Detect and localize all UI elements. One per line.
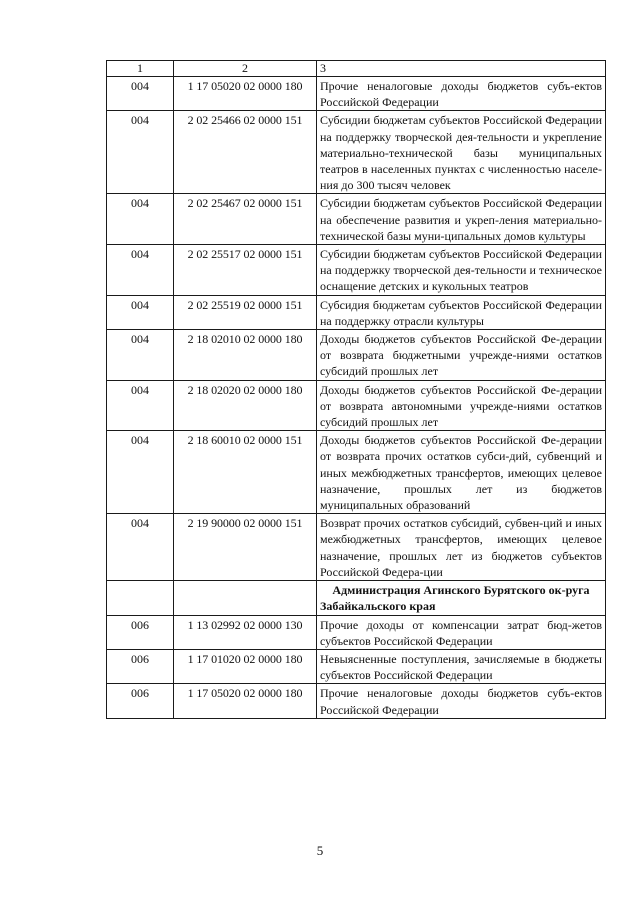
admin-code-cell: 004 (107, 295, 174, 329)
table-row (107, 649, 606, 683)
table-row (107, 514, 606, 581)
table-row (107, 431, 606, 514)
income-code-cell (174, 581, 317, 615)
admin-code-cell (107, 581, 174, 615)
admin-code-cell: 004 (107, 194, 174, 245)
income-code-cell: 1 17 05020 02 0000 180 (174, 684, 317, 718)
income-name-cell: Субсидия бюджетам субъектов Российской Федерации на поддержку отрасли культуры (317, 295, 606, 329)
admin-code-cell: 004 (107, 111, 174, 194)
income-code-cell: 2 19 90000 02 0000 151 (174, 514, 317, 581)
income-name-cell: Доходы бюджетов субъектов Российской Фе-дерации от возврата автономными учрежде-ниями остатков субсидий прошлых лет (317, 380, 606, 431)
income-code-cell: 2 02 25517 02 0000 151 (174, 245, 317, 296)
income-name-cell: Доходы бюджетов субъектов Российской Фе-дерации от возврата прочих остатков субси-дий, субвенций и иных межбюджетных трансфертов, имеющих целевое назначение, прошлых лет из бюджетов муниципальных образований (317, 431, 606, 514)
admin-code-cell: 004 (107, 245, 174, 296)
income-name-cell: Возврат прочих остатков субсидий, субвен-ций и иных межбюджетных трансфертов, имеющих целевое назначение, прошлых лет из бюджетов субъектов Российской Федера-ции (317, 514, 606, 581)
income-codes-table (106, 60, 606, 719)
income-code-cell: 1 13 02992 02 0000 130 (174, 615, 317, 649)
income-code-cell: 2 18 02020 02 0000 180 (174, 380, 317, 431)
income-name-cell: Субсидии бюджетам субъектов Российской Федерации на поддержку творческой дея-тельности и укрепление материально-технической базы муниципальных театров в населенных пунктах с численностью населе-ния до 300 тысяч человек (317, 111, 606, 194)
table-row (107, 684, 606, 718)
admin-code-cell: 004 (107, 330, 174, 381)
table-row (107, 194, 606, 245)
admin-code-cell: 004 (107, 380, 174, 431)
section-heading: Администрация Агинского Бурятского ок-руга Забайкальского края (317, 581, 606, 615)
income-code-cell: 1 17 01020 02 0000 180 (174, 649, 317, 683)
table-row (107, 245, 606, 296)
table-row (107, 615, 606, 649)
income-name-cell: Прочие доходы от компенсации затрат бюд-жетов субъектов Российской Федерации (317, 615, 606, 649)
header-col-1: 1 (107, 61, 174, 77)
income-code-cell: 2 18 60010 02 0000 151 (174, 431, 317, 514)
income-name-cell: Прочие неналоговые доходы бюджетов субъ-ектов Российской Федерации (317, 684, 606, 718)
admin-code-cell: 004 (107, 77, 174, 111)
income-name-cell: Невыясненные поступления, зачисляемые в бюджеты субъектов Российской Федерации (317, 649, 606, 683)
table-row (107, 77, 606, 111)
table-row (107, 295, 606, 329)
admin-code-cell: 004 (107, 431, 174, 514)
income-name-cell: Субсидии бюджетам субъектов Российской Федерации на обеспечение развития и укреп-ления материально-технической базы муни-ципальных домов культуры (317, 194, 606, 245)
income-name-cell: Прочие неналоговые доходы бюджетов субъ-ектов Российской Федерации (317, 77, 606, 111)
admin-code-cell: 004 (107, 514, 174, 581)
income-name-cell: Субсидии бюджетам субъектов Российской Федерации на поддержку творческой дея-тельности и техническое оснащение детских и кукольных театров (317, 245, 606, 296)
header-col-3: 3 (317, 61, 606, 77)
table-row (107, 330, 606, 381)
income-code-cell: 2 02 25466 02 0000 151 (174, 111, 317, 194)
income-code-cell: 2 02 25519 02 0000 151 (174, 295, 317, 329)
table-header-row (107, 61, 606, 77)
table-row (107, 380, 606, 431)
admin-code-cell: 006 (107, 615, 174, 649)
income-code-cell: 2 18 02010 02 0000 180 (174, 330, 317, 381)
header-col-2: 2 (174, 61, 317, 77)
income-code-cell: 2 02 25467 02 0000 151 (174, 194, 317, 245)
section-heading-row (107, 581, 606, 615)
income-code-cell: 1 17 05020 02 0000 180 (174, 77, 317, 111)
page-number: 5 (316, 843, 324, 858)
admin-code-cell: 006 (107, 649, 174, 683)
table-row (107, 111, 606, 194)
admin-code-cell: 006 (107, 684, 174, 718)
table-body (107, 61, 606, 719)
income-name-cell: Доходы бюджетов субъектов Российской Фе-дерации от возврата бюджетными учрежде-ниями остатков субсидий прошлых лет (317, 330, 606, 381)
